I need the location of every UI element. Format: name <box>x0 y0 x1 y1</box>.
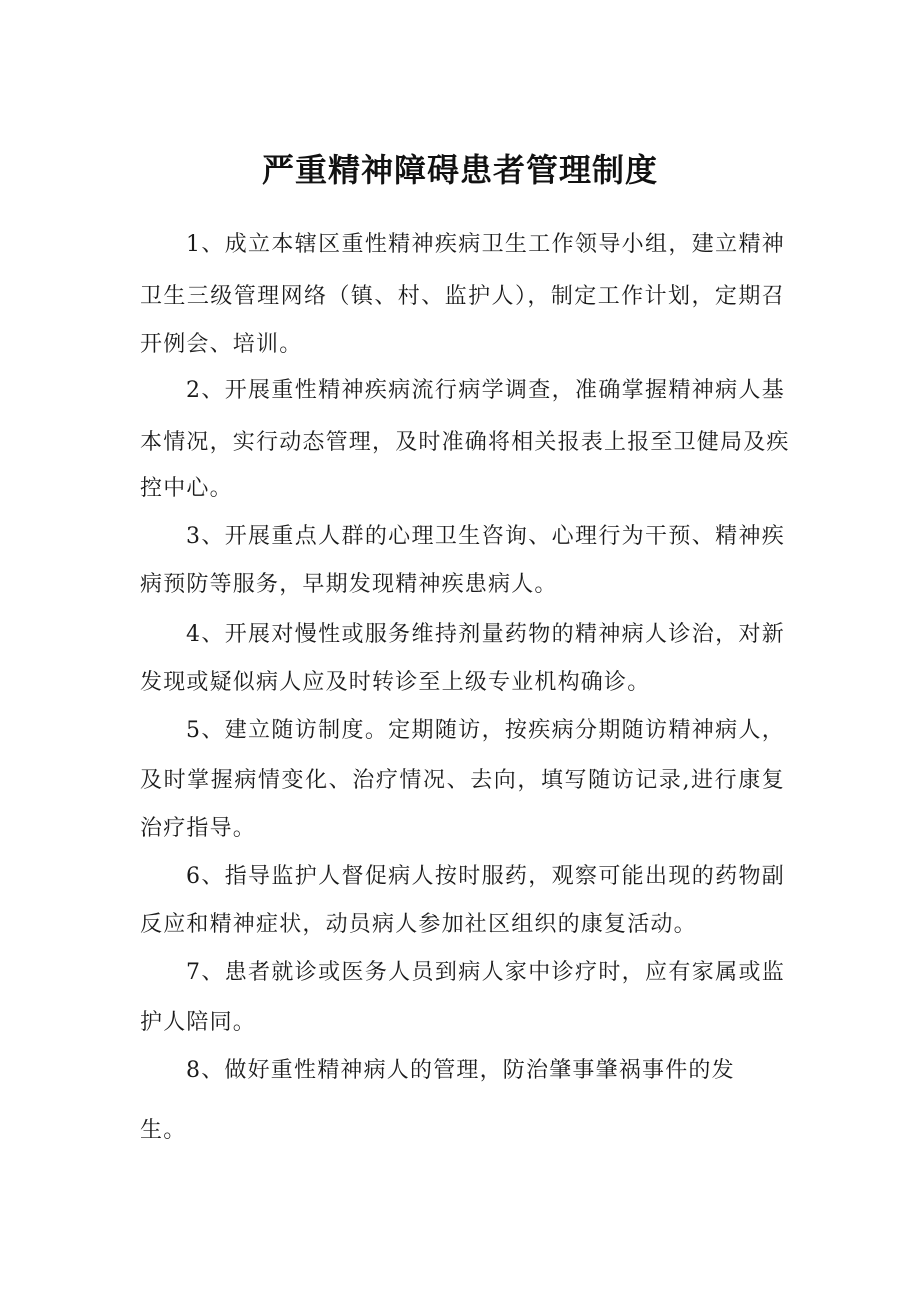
paragraph-8-line-2: 生。 <box>140 1118 187 1143</box>
paragraph-4-line-1: 4、开展对慢性或服务维持剂量药物的精神病人诊治，对新 <box>186 622 785 647</box>
paragraph-5-line-2: 及时掌握病情变化、治疗情况、去向，填写随访记录,进行康复 <box>140 768 785 793</box>
paragraph-2-line-1: 2、开展重性精神疾病流行病学调查，准确掌握精神病人基 <box>186 378 785 403</box>
paragraph-6-line-1: 6、指导监护人督促病人按时服药，观察可能出现的药物副 <box>186 864 785 889</box>
paragraph-3-line-2: 病预防等服务，早期发现精神疾患病人。 <box>140 572 558 597</box>
paragraph-8-line-1: 8、做好重性精神病人的管理，防治肇事肇祸事件的发 <box>186 1058 735 1083</box>
paragraph-1-line-1: 1、成立本辖区重性精神疾病卫生工作领导小组，建立精神 <box>186 232 785 257</box>
paragraph-5-line-1: 5、建立随访制度。定期随访，按疾病分期随访精神病人， <box>186 718 785 743</box>
paragraph-1-line-2: 卫生三级管理网络（镇、村、监护人），制定工作计划，定期召 <box>140 284 785 309</box>
paragraph-1-line-3: 开例会、培训。 <box>140 332 303 357</box>
paragraph-7-line-2: 护人陪同。 <box>140 1010 257 1035</box>
paragraph-2-line-2: 本情况，实行动态管理，及时准确将相关报表上报至卫健局及疾 <box>140 430 790 455</box>
paragraph-7-line-1: 7、患者就诊或医务人员到病人家中诊疗时，应有家属或监 <box>186 960 785 985</box>
paragraph-4-line-2: 发现或疑似病人应及时转诊至上级专业机构确诊。 <box>140 670 651 695</box>
paragraph-5-line-3: 治疗指导。 <box>140 816 257 841</box>
paragraph-3-line-1: 3、开展重点人群的心理卫生咨询、心理行为干预、精神疾 <box>186 524 785 549</box>
paragraph-2-line-3: 控中心。 <box>140 476 233 501</box>
paragraph-6-line-2: 反应和精神症状，动员病人参加社区组织的康复活动。 <box>140 912 697 937</box>
document-title: 严重精神障碍患者管理制度 <box>261 151 658 189</box>
